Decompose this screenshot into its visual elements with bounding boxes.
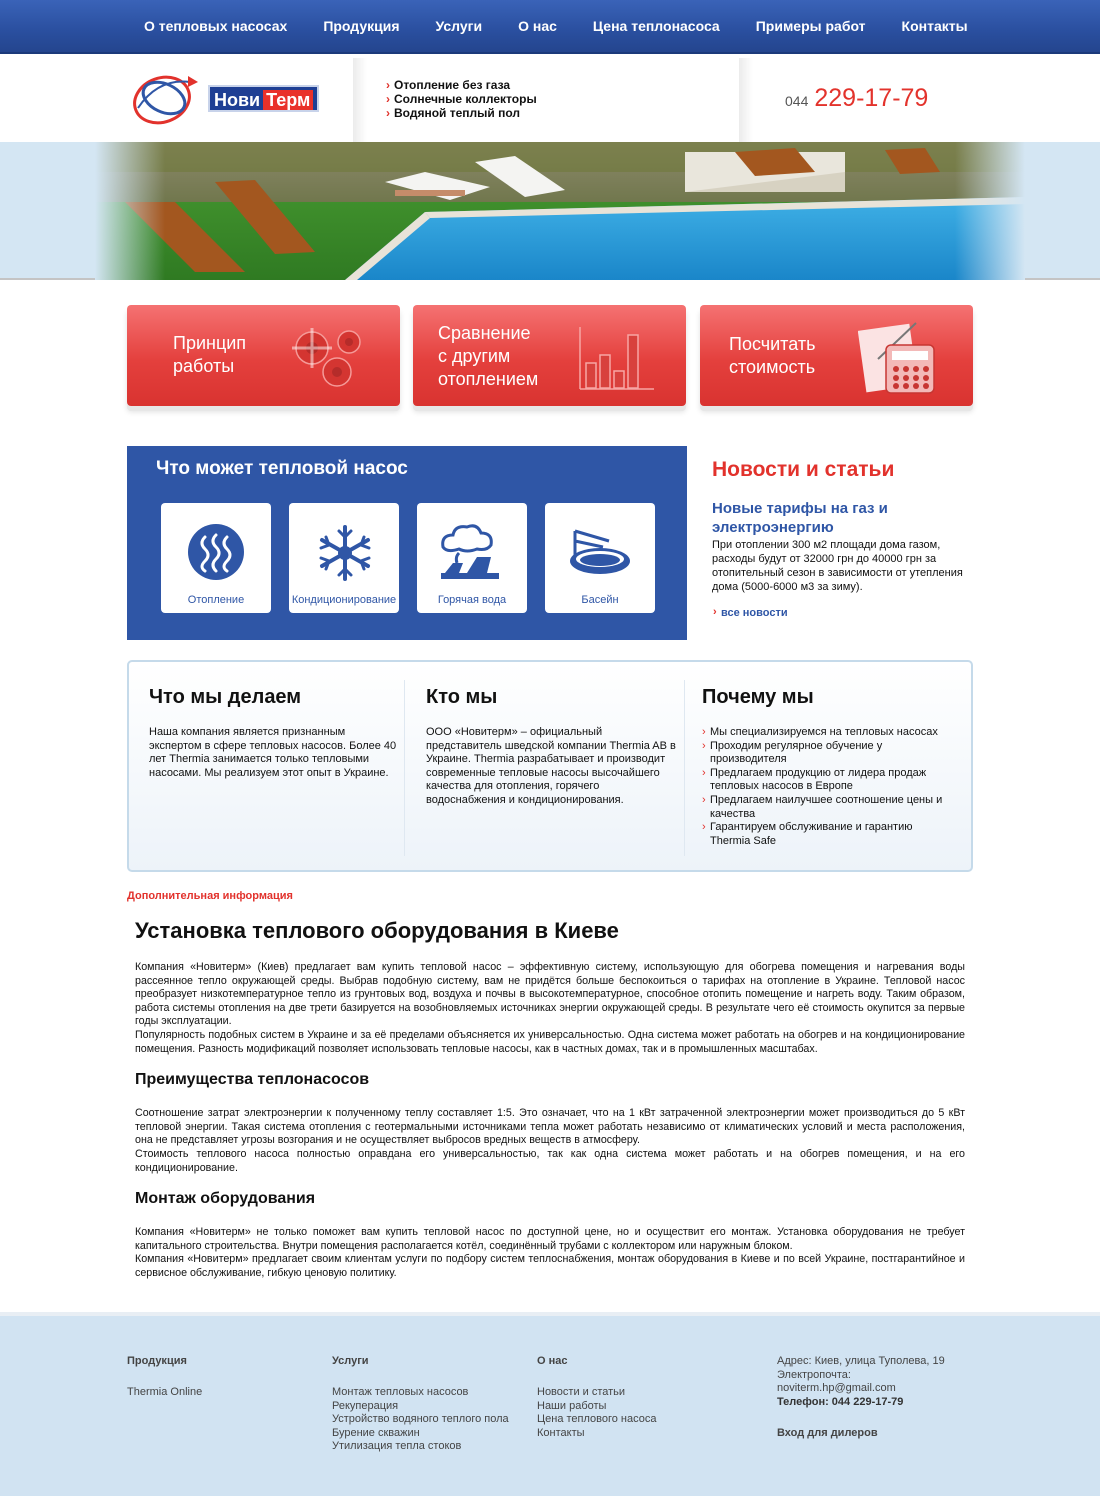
what-we-do-text: Наша компания является признанным экспертом в сфере тепловых насосов. Более 40 лет Thermia занимается только тепловыми насосами. Мы реализуем этот опыт в Украине. — [149, 726, 397, 779]
footer-link[interactable]: Утилизация тепла стоков — [332, 1440, 462, 1453]
article — [135, 918, 965, 1281]
news-text: При отоплении 300 м2 площади дома газом, расходы будут от 32000 грн до 40000 грн за отопительный сезон в зависимости от утепления дома (5000-6000 м3 за зиму). — [712, 539, 963, 593]
nav-item-products[interactable]: Продукция — [323, 18, 400, 34]
nav-item-contacts[interactable]: Контакты — [901, 18, 968, 34]
nav-item-services[interactable]: Услуги — [435, 18, 483, 34]
article-paragraph: Соотношение затрат электроэнергии к полученному теплу составляет 1:5. Это означает, что на 1 кВт затраченной электроэнергии может производиться до 5 кВт тепловой энергии. Такая система отопления с геотермальными источниками тепла может работать независимо от климатических условий и места расположения, она не представляет угрозы возгорания и не осуществляет выбросов вредных веществ в атмосферу. — [135, 1107, 965, 1147]
list-item: › Мы специализируемся на тепловых насосах — [702, 726, 952, 740]
hot-water-icon — [437, 523, 503, 581]
column-divider — [404, 680, 405, 856]
phone-number: 229-17-79 — [814, 84, 929, 112]
tile-label: Горячая вода — [437, 594, 507, 606]
comparison-button[interactable] — [413, 305, 686, 406]
who-we-are-text: ООО «Новитерм» – официальный представитель шведской компании Thermia AB в Украине. Thermia разрабатывает и производит современные тепловые насосы высочайшего качества для отопления, горячего водоснабжения и кондиционирования. — [426, 726, 676, 806]
gears-icon — [277, 320, 377, 395]
bar-chart-icon — [576, 323, 666, 395]
tile-hot-water[interactable] — [417, 503, 527, 613]
tile-label: Отопление — [187, 594, 245, 606]
footer-link[interactable]: Монтаж тепловых насосов — [332, 1386, 469, 1398]
tile-pool[interactable] — [545, 503, 655, 613]
footer-link[interactable]: Thermia Online — [127, 1386, 203, 1398]
article-paragraph: Компания «Новитерм» не только поможет вам купить тепловой насос по доступной цене, но и осуществит его монтаж. Установка оборудования не требует капитального строительства. Внутри помещения располагается котёл, соединённый трубами с коллектором или наружным блоком. — [135, 1226, 965, 1252]
column-divider — [684, 680, 685, 856]
about-box — [127, 660, 973, 872]
logo[interactable] — [128, 68, 318, 130]
tile-label: Кондиционирование — [291, 594, 397, 606]
tile-conditioning[interactable] — [289, 503, 399, 613]
globe-swoosh-icon — [128, 68, 208, 130]
calculator-icon — [858, 319, 940, 397]
what-we-do-title: Что мы делаем — [149, 686, 302, 708]
list-item: › Предлагаем продукцию от лидера продаж тепловых насосов в Европе — [702, 767, 952, 794]
all-news-link[interactable]: › все новости — [721, 607, 974, 619]
cost-label: Посчитать стоимость — [729, 334, 816, 377]
header-phone — [785, 84, 928, 113]
footer-link[interactable]: Рекуперация — [332, 1399, 399, 1412]
list-item: › Гарантируем обслуживание и гарантию Thermia Safe — [702, 821, 952, 848]
tile-heating[interactable] — [161, 503, 271, 613]
news-headline[interactable]: Новые тарифы на газ и электроэнергию — [712, 500, 888, 536]
article-subheading: Монтаж оборудования — [135, 1190, 316, 1208]
article-subheading: Преимущества теплонасосов — [135, 1071, 370, 1089]
footer-link[interactable]: Наши работы — [537, 1399, 607, 1412]
tagline-item: › Водяной теплый пол — [386, 106, 521, 120]
main-menu — [127, 18, 1004, 34]
who-we-are-column — [426, 686, 676, 808]
news-title: Новости и статьи — [712, 458, 895, 481]
why-us-title: Почему мы — [702, 686, 814, 708]
tile-label: Басейн — [581, 594, 619, 606]
list-item: › Проходим регулярное обучение у производителя — [702, 740, 952, 767]
footer-about-column — [537, 1355, 657, 1440]
hero-banner — [0, 142, 1100, 280]
footer-link[interactable]: Контакты — [537, 1426, 585, 1439]
additional-info-label: Дополнительная информация — [127, 890, 293, 902]
nav-item-examples[interactable]: Примеры работ — [755, 18, 866, 34]
pool-icon — [567, 527, 633, 577]
footer-services-title[interactable]: Услуги — [332, 1355, 369, 1367]
capabilities-panel — [127, 446, 687, 640]
footer-link[interactable]: Устройство водяного теплого пола — [332, 1413, 509, 1426]
site-footer — [0, 1312, 1100, 1496]
logo-text-first: Нови — [214, 90, 261, 110]
logo-wordmark — [208, 85, 319, 112]
header-divider — [353, 58, 367, 142]
footer-address: Адрес: Киев, улица Туполева, 19 — [777, 1355, 945, 1367]
heat-waves-icon — [187, 523, 245, 581]
cost-calculator-button[interactable] — [700, 305, 973, 406]
article-paragraph: Популярность подобных систем в Украине и за её пределами объясняется их универсальностью. Одна система может работать на обогрев и на кондиционирование помещения. Разность модификаций позволяет использовать тепловые насосы, как в частных домах, так и в промышленных масштабах. — [135, 1028, 965, 1055]
tagline-item: › Солнечные коллекторы — [386, 92, 537, 106]
footer-products-title[interactable]: Продукция — [127, 1355, 187, 1367]
why-us-list — [702, 726, 952, 848]
why-us-column — [702, 686, 952, 848]
footer-link[interactable]: Бурение скважин — [332, 1426, 420, 1439]
nav-item-heat-pumps[interactable]: О тепловых насосах — [144, 18, 288, 34]
top-navigation — [0, 0, 1100, 54]
phone-code: 044 — [785, 93, 809, 109]
what-we-do-column — [149, 686, 399, 780]
footer-products-column — [127, 1355, 202, 1400]
dealer-login-link[interactable]: Вход для дилеров — [777, 1427, 878, 1440]
footer-phone: Телефон: 044 229-17-79 — [777, 1395, 904, 1408]
logo-text-second: Терм — [263, 90, 313, 110]
footer-email[interactable]: noviterm.hp@gmail.com — [777, 1382, 896, 1395]
footer-services-column — [332, 1355, 509, 1454]
footer-link[interactable]: Цена теплового насоса — [537, 1413, 657, 1426]
footer-about-title[interactable]: О нас — [537, 1355, 568, 1367]
article-paragraph: Компания «Новитерм» предлагает своим клиентам услуги по подбору систем теплоснабжения, монтаж оборудования в Киеве и по всей Украине, постгарантийное и сервисное обслуживание, гибкую ценовую политику. — [135, 1253, 965, 1279]
list-item: › Предлагаем наилучшее соотношение цены и качества — [702, 794, 952, 821]
news-section — [712, 458, 974, 619]
site-header — [0, 54, 1100, 142]
article-paragraph: Стоимость теплового насоса полностью оправдана его универсальностью, так как одна система может работать и на обогрев помещения, и на его кондиционирование. — [135, 1147, 965, 1174]
snowflake-icon — [315, 523, 375, 583]
tagline-list — [386, 78, 537, 120]
article-paragraph: Компания «Новитерм» (Киев) предлагает вам купить тепловой насос – эффективную систему, использующую для обогрева помещения и нагревания воды рассеянное тепло окружающей среды. Выбрав подобную систему, вам не придётся больше беспокоиться о тарифах на отопление в Украине. Тепловой насос преобразует низкотемпературное тепло из грунтовых вод, воздуха и почвы в высокотемпературное, способное отопить помещение и нагреть воду. Таким образом, работа системы отопления на две трети базируется на возобновляемых источниках энергии окружающей среды. В результате чего её стоимость окупится за первые годы эксплуатации. — [135, 961, 965, 1028]
capabilities-title: Что может тепловой насос — [156, 458, 408, 479]
nav-item-about[interactable]: О нас — [518, 18, 557, 34]
tagline-item: › Отопление без газа — [386, 78, 511, 92]
footer-contacts — [777, 1355, 945, 1441]
footer-link[interactable]: Новости и статьи — [537, 1386, 626, 1398]
principle-button[interactable] — [127, 305, 400, 406]
header-divider — [739, 58, 753, 142]
pool-garden-image — [95, 142, 1025, 280]
comparison-label: Сравнение с другим отоплением — [438, 323, 539, 389]
article-title: Установка теплового оборудования в Киеве — [135, 918, 619, 943]
footer-email-label: Электропочта: — [777, 1368, 851, 1381]
nav-item-price[interactable]: Цена теплонасоса — [592, 18, 720, 34]
who-we-are-title: Кто мы — [426, 686, 498, 708]
principle-label: Принцип работы — [173, 333, 247, 376]
